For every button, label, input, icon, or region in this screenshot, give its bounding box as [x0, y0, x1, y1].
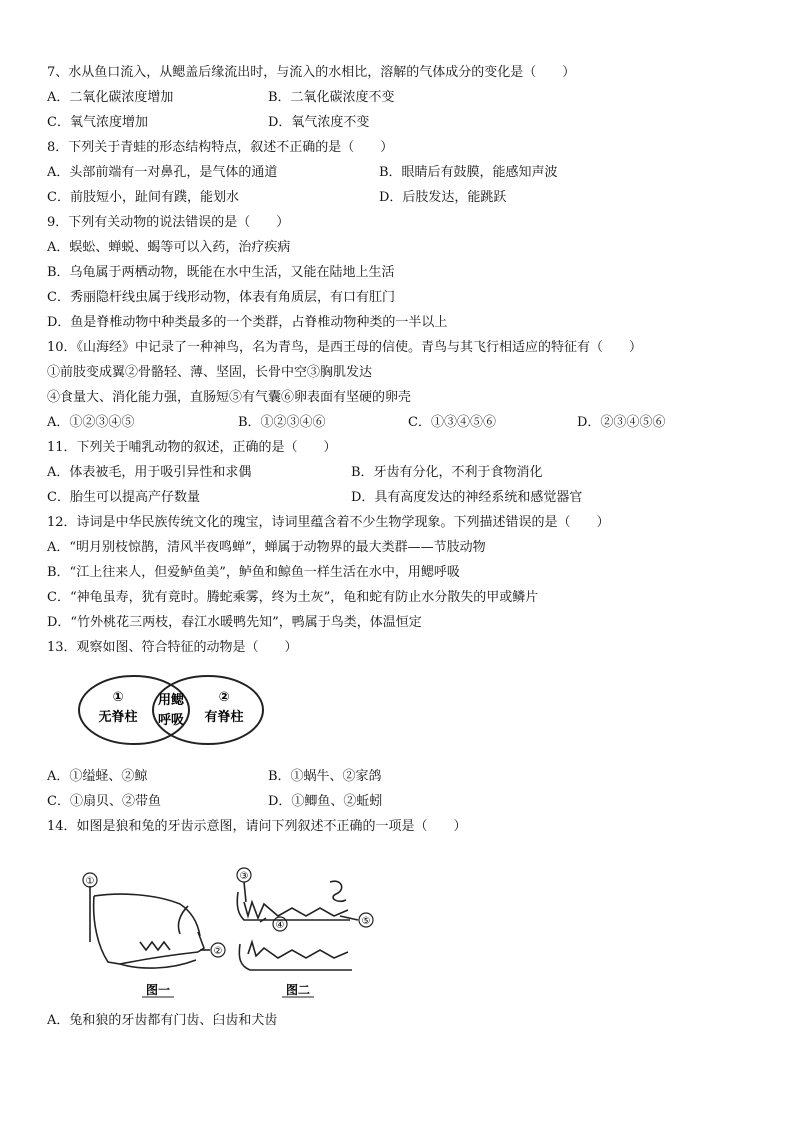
- q12-stem: 12．诗词是中华民族传统文化的瑰宝，诗词里蕴含着不少生物学现象。下列描述错误的是（ ）: [47, 515, 610, 530]
- q13-option-c: C．①扇贝、②带鱼: [47, 794, 161, 809]
- q8-stem: 8．下列关于青蛙的形态结构特点，叙述不正确的是（ ）: [47, 140, 394, 155]
- q10-feature-line-2: ④食量大、消化能力强，直肠短⑤有气囊⑥卵表面有坚硬的卵壳: [47, 390, 412, 405]
- marker-5-label: ⑤: [361, 916, 371, 927]
- q7-option-a: A．二氧化碳浓度增加: [47, 90, 174, 105]
- q14-stem: 14．如图是狼和兔的牙齿示意图，请问下列叙述不正确的一项是（ ）: [47, 819, 467, 834]
- rabbit-molars: [140, 942, 170, 950]
- q13-option-b: B．①蜗牛、②家鸽: [268, 769, 382, 784]
- figure-2-caption: 图二: [285, 983, 311, 997]
- q7-stem: 7、水从鱼口流入，从鳃盖后缘流出时，与流入的水相比，溶解的气体成分的变化是（ ）: [47, 65, 576, 80]
- q14-option-a: A．兔和狼的牙齿都有门齿、臼齿和犬齿: [47, 1013, 278, 1028]
- q11-option-a: A．体表被毛，用于吸引异性和求偶: [47, 465, 252, 480]
- q12-option-d: D．“竹外桃花三两枝，春江水暖鸭先知”，鸭属于鸟类，体温恒定: [47, 615, 422, 630]
- q8-option-b: B．眼睛后有鼓膜，能感知声波: [379, 165, 558, 180]
- wolf-teeth-drawing: [237, 881, 358, 970]
- q9-option-d: D．鱼是脊椎动物中种类最多的一个类群，占脊椎动物种类的一半以上: [47, 315, 448, 330]
- wolf-lower-teeth: [248, 942, 348, 958]
- marker-3-line: [244, 882, 246, 902]
- q8-option-d: D．后肢发达，能跳跃: [379, 190, 507, 205]
- q8-option-c: C．前肢短小，趾间有蹼，能划水: [47, 190, 239, 205]
- q10-feature-line-1: ①前肢变成翼②骨骼轻、薄、坚固，长骨中空③胸肌发达: [47, 365, 373, 380]
- q9-option-a: A．蜈蚣、蝉蜕、蝎等可以入药，治疗疾病: [47, 240, 291, 255]
- wolf-upper-teeth: [244, 902, 348, 918]
- q13-option-a: A．①缢蛏、②鲸: [47, 769, 148, 784]
- q10-option-b: B．①②③④⑥: [238, 415, 326, 430]
- marker-1-label: ①: [85, 876, 95, 887]
- q11-option-b: B．牙齿有分化，不利于食物消化: [351, 465, 543, 480]
- venn-right-label: 有脊柱: [204, 710, 244, 725]
- teeth-diagram: [80, 862, 380, 1002]
- q9-stem: 9．下列有关动物的说法错误的是（ ）: [47, 215, 290, 230]
- q11-stem: 11．下列关于哺乳动物的叙述，正确的是（ ）: [47, 440, 337, 455]
- rabbit-skull-drawing: [90, 886, 210, 968]
- marker-2-label: ②: [213, 946, 223, 957]
- q10-option-a: A．①②③④⑤: [47, 415, 135, 430]
- q7-option-c: C．氧气浓度增加: [47, 115, 148, 130]
- q10-option-d: D．②③④⑤⑥: [577, 415, 666, 430]
- q11-option-d: D．具有高度发达的神经系统和感觉器官: [351, 490, 583, 505]
- q11-option-c: C．胎生可以提高产仔数量: [47, 490, 200, 505]
- venn-center-line-1: 用鳃: [157, 693, 185, 708]
- venn-center-line-2: 呼吸: [157, 713, 185, 728]
- marker-3-label: ③: [239, 871, 249, 882]
- q13-option-d: D．①鲫鱼、②蚯蚓: [268, 794, 383, 809]
- q7-option-b: B．二氧化碳浓度不变: [268, 90, 395, 105]
- rabbit-incisor: [198, 932, 204, 952]
- q12-option-c: C．“神龟虽寿，犹有竟时。腾蛇乘雾，终为土灰”，龟和蛇有防止水分散失的甲或鳞片: [47, 590, 539, 605]
- q9-option-b: B．乌龟属于两栖动物，既能在水中生活，又能在陆地上生活: [47, 265, 395, 280]
- q10-stem: 10．《山海经》中记录了一种神鸟，名为青鸟，是西王母的信使。青鸟与其飞行相适应的特征有（ ）: [47, 340, 643, 355]
- marker-4-label: ④: [275, 920, 285, 931]
- teeth-svg: [80, 862, 380, 1002]
- q8-option-a: A．头部前端有一对鼻孔，是气体的通道: [47, 165, 278, 180]
- venn-diagram: [76, 671, 266, 749]
- q7-option-d: D．氧气浓度不变: [268, 115, 370, 130]
- wolf-gum-curve: [330, 881, 346, 901]
- venn-svg: [76, 671, 266, 749]
- q9-option-c: C．秀丽隐杆线虫属于线形动物，体表有角质层，有口有肛门: [47, 290, 395, 305]
- q12-option-b: B．“江上往来人，但爱鲈鱼美”，鲈鱼和鲸鱼一样生活在水中，用鳃呼吸: [47, 565, 460, 580]
- rabbit-skull-top: [94, 894, 200, 936]
- venn-left-num: ①: [112, 690, 124, 705]
- q12-option-a: A．“明月别枝惊鹊，清风半夜鸣蝉”，蝉属于动物界的最大类群——节肢动物: [47, 540, 486, 555]
- venn-right-num: ②: [218, 690, 230, 705]
- q13-stem: 13．观察如图、符合特征的动物是（ ）: [47, 640, 298, 655]
- figure-1-caption: 图一: [145, 983, 171, 997]
- venn-left-label: 无脊柱: [98, 710, 138, 725]
- q10-option-c: C．①③④⑤⑥: [408, 415, 496, 430]
